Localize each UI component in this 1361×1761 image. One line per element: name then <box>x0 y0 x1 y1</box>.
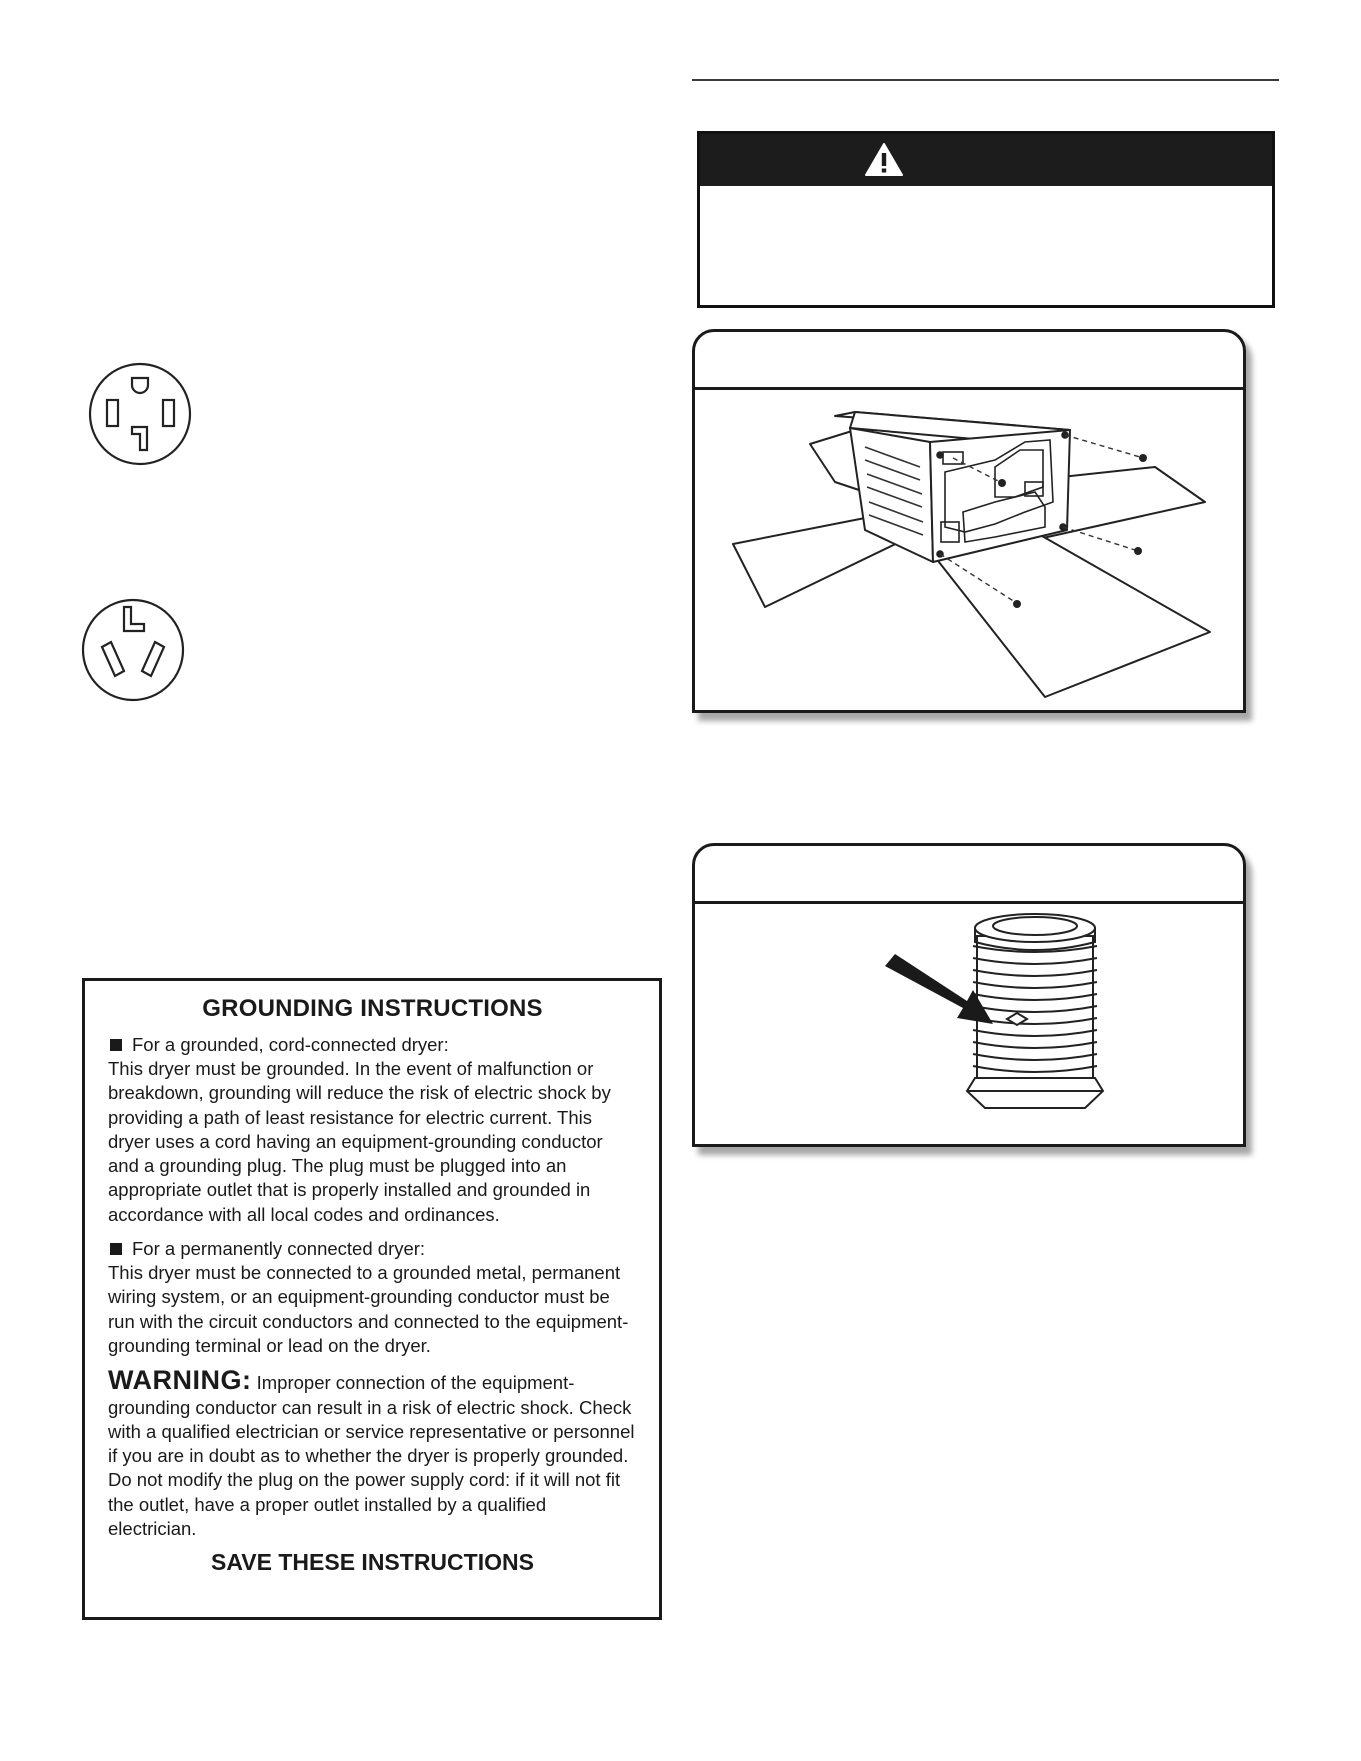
grounding-instructions-box <box>82 978 662 1620</box>
corded-dryer-body: This dryer must be grounded. In the event of malfunction or breakdown, grounding will reduce the risk of electric shock by providing a path of least resistance for electric current. This dryer uses a cord having an equipment-grounding conductor and a grounding plug. The plug must be plugged into an appropriate outlet that is properly installed and grounded in accordance with all local codes and ordinances. <box>108 1058 611 1225</box>
figure-dryer-screws <box>692 329 1246 713</box>
warning-triangle-icon <box>864 142 904 178</box>
warning-text: Improper connection of the equipment-grounding conductor can result in a risk of electric shock. Check with a qualified electrician or service representative or personnel if you are in doubt as to whether the dryer is properly grounded. Do not modify the plug on the power supply cord: if it will not fit the outlet, have a proper outlet installed by a qualified electrician. <box>108 1372 635 1540</box>
warning-keyword: WARNING: <box>108 1365 252 1396</box>
warning-header-bar <box>700 134 1272 186</box>
grounding-instructions-title: GROUNDING INSTRUCTIONS <box>202 995 543 1022</box>
permanent-dryer-body: This dryer must be connected to a grounded metal, permanent wiring system, or an equipment-grounding conductor must be run with the circuit conductors and connected to the equipment-grounding terminal or lead on the dryer. <box>108 1262 629 1356</box>
leveling-leg-with-diamond-mark-illustration <box>695 846 1245 1146</box>
permanent-dryer-heading-text: For a permanently connected dryer: <box>132 1238 426 1260</box>
three-prong-outlet-icon <box>80 597 186 703</box>
figure-leveling-leg <box>692 843 1246 1147</box>
dryer-on-cardboard-screws-illustration <box>695 332 1245 712</box>
permanent-dryer-heading <box>108 1237 637 1261</box>
corded-dryer-heading-text: For a grounded, cord-connected dryer: <box>132 1034 449 1055</box>
four-prong-outlet-icon <box>87 361 193 467</box>
save-instructions-footer: SAVE THESE INSTRUCTIONS <box>211 1549 534 1576</box>
section-rule <box>692 79 1279 81</box>
grounding-warning <box>108 1365 637 1541</box>
bullet-square-icon <box>110 1243 122 1255</box>
corded-dryer-heading <box>108 1033 637 1057</box>
bullet-square-icon <box>110 1039 122 1051</box>
warning-panel <box>697 131 1275 308</box>
